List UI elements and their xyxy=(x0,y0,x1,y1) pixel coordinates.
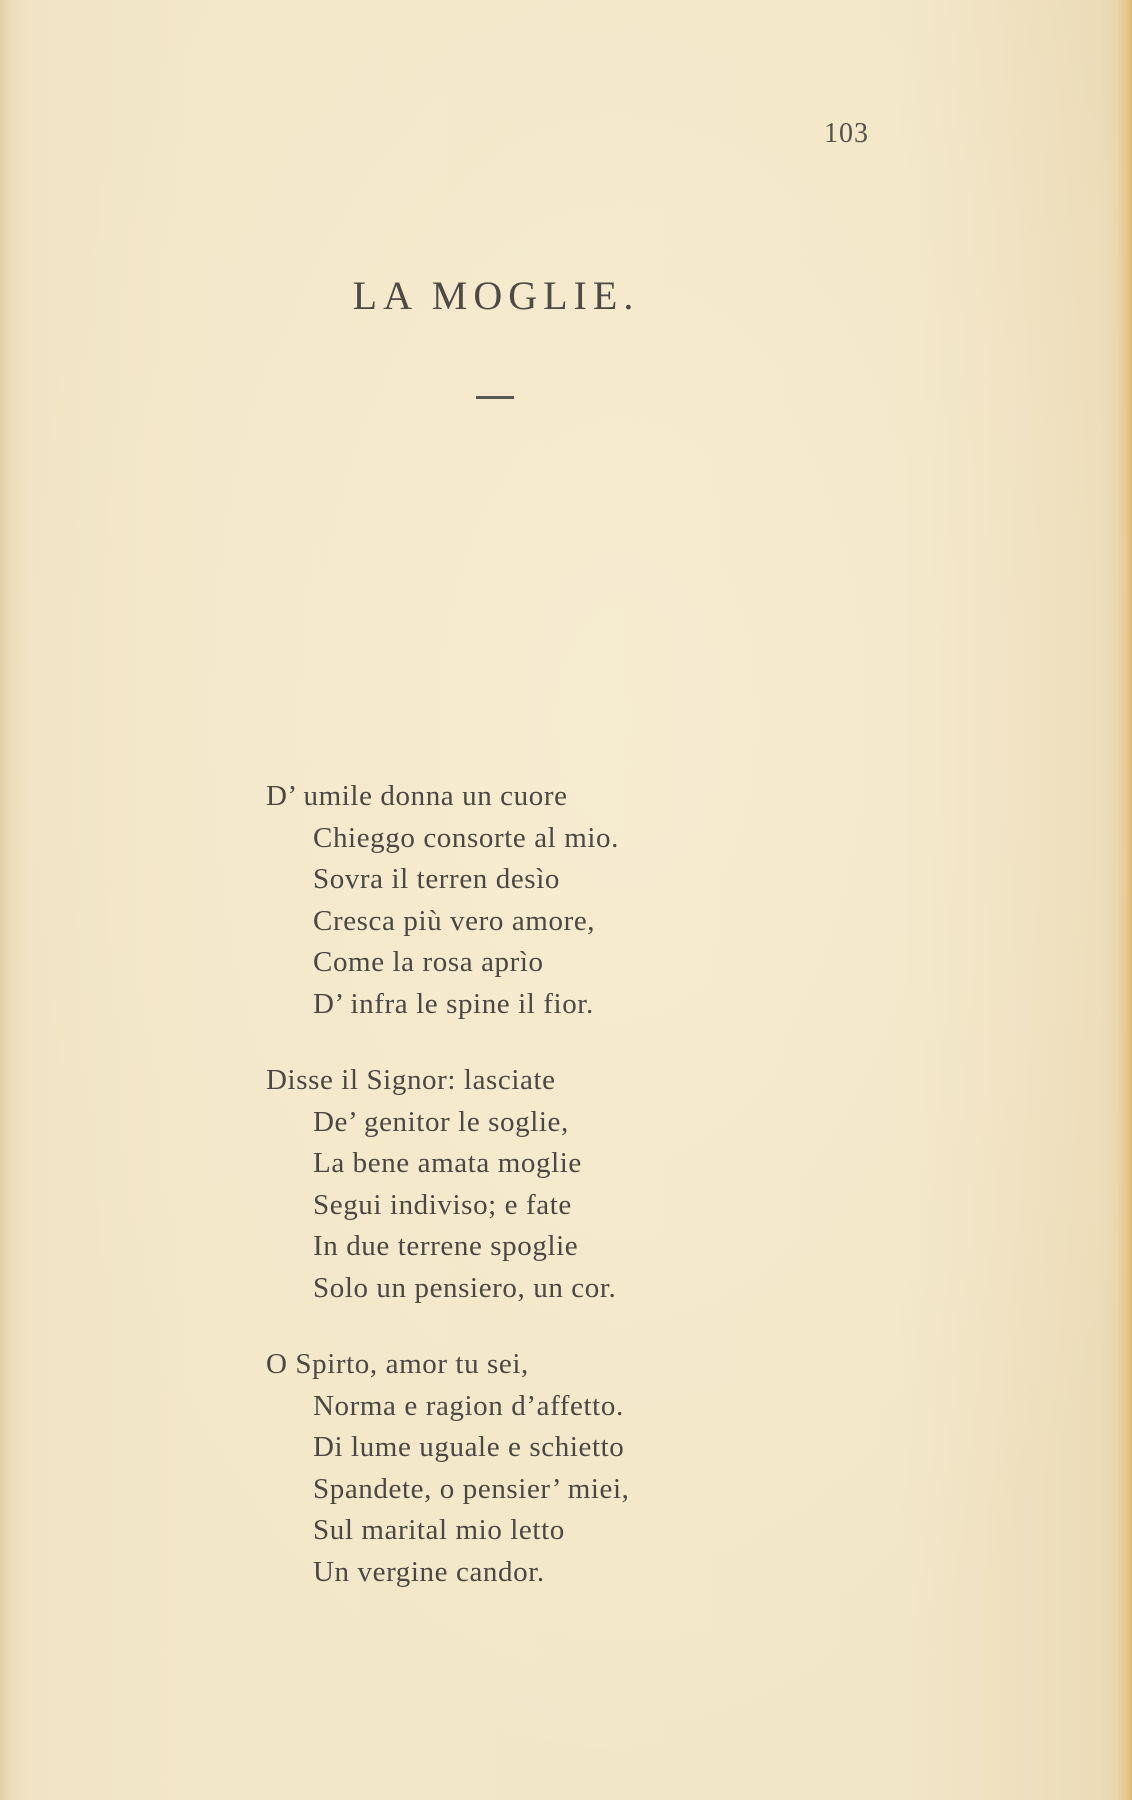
page-left-edge xyxy=(0,0,10,1800)
verse-line: Un vergine candor. xyxy=(313,1555,545,1588)
verse-line: O Spirto, amor tu sei, xyxy=(266,1348,529,1380)
verse-line: De’ genitor le soglie, xyxy=(313,1105,569,1138)
poem-title: LA MOGLIE. xyxy=(352,273,640,318)
stanza-3 xyxy=(266,1344,966,1593)
verse-line: Di lume uguale e schietto xyxy=(313,1431,625,1463)
page-right-edge xyxy=(1118,0,1132,1800)
verse-line: Spandete, o pensier’ miei, xyxy=(313,1472,630,1505)
verse-line: D’ umile donna un cuore xyxy=(266,780,568,812)
verse-line: Sul marital mio letto xyxy=(313,1514,565,1546)
verse-line: Chieggo consorte al mio. xyxy=(313,821,619,854)
title-divider-rule xyxy=(476,396,514,399)
verse-line: Disse il Signor: lasciate xyxy=(266,1064,556,1096)
poem-body xyxy=(266,776,966,1628)
verse-line: Solo un pensiero, un cor. xyxy=(313,1271,617,1304)
verse-line: D’ infra le spine il fior. xyxy=(313,987,594,1020)
verse-line: Norma e ragion d’affetto. xyxy=(313,1389,624,1422)
verse-line: Sovra il terren desìo xyxy=(313,863,560,895)
verse-line: Cresca più vero amore, xyxy=(313,904,596,937)
stanza-2 xyxy=(266,1060,966,1309)
verse-line: La bene amata moglie xyxy=(313,1147,582,1179)
verse-line: In due terrene spoglie xyxy=(313,1230,579,1262)
page-number: 103 xyxy=(824,118,869,149)
verse-line: Come la rosa aprìo xyxy=(313,946,544,978)
stanza-1 xyxy=(266,776,966,1025)
verse-line: Segui indiviso; e fate xyxy=(313,1188,572,1221)
